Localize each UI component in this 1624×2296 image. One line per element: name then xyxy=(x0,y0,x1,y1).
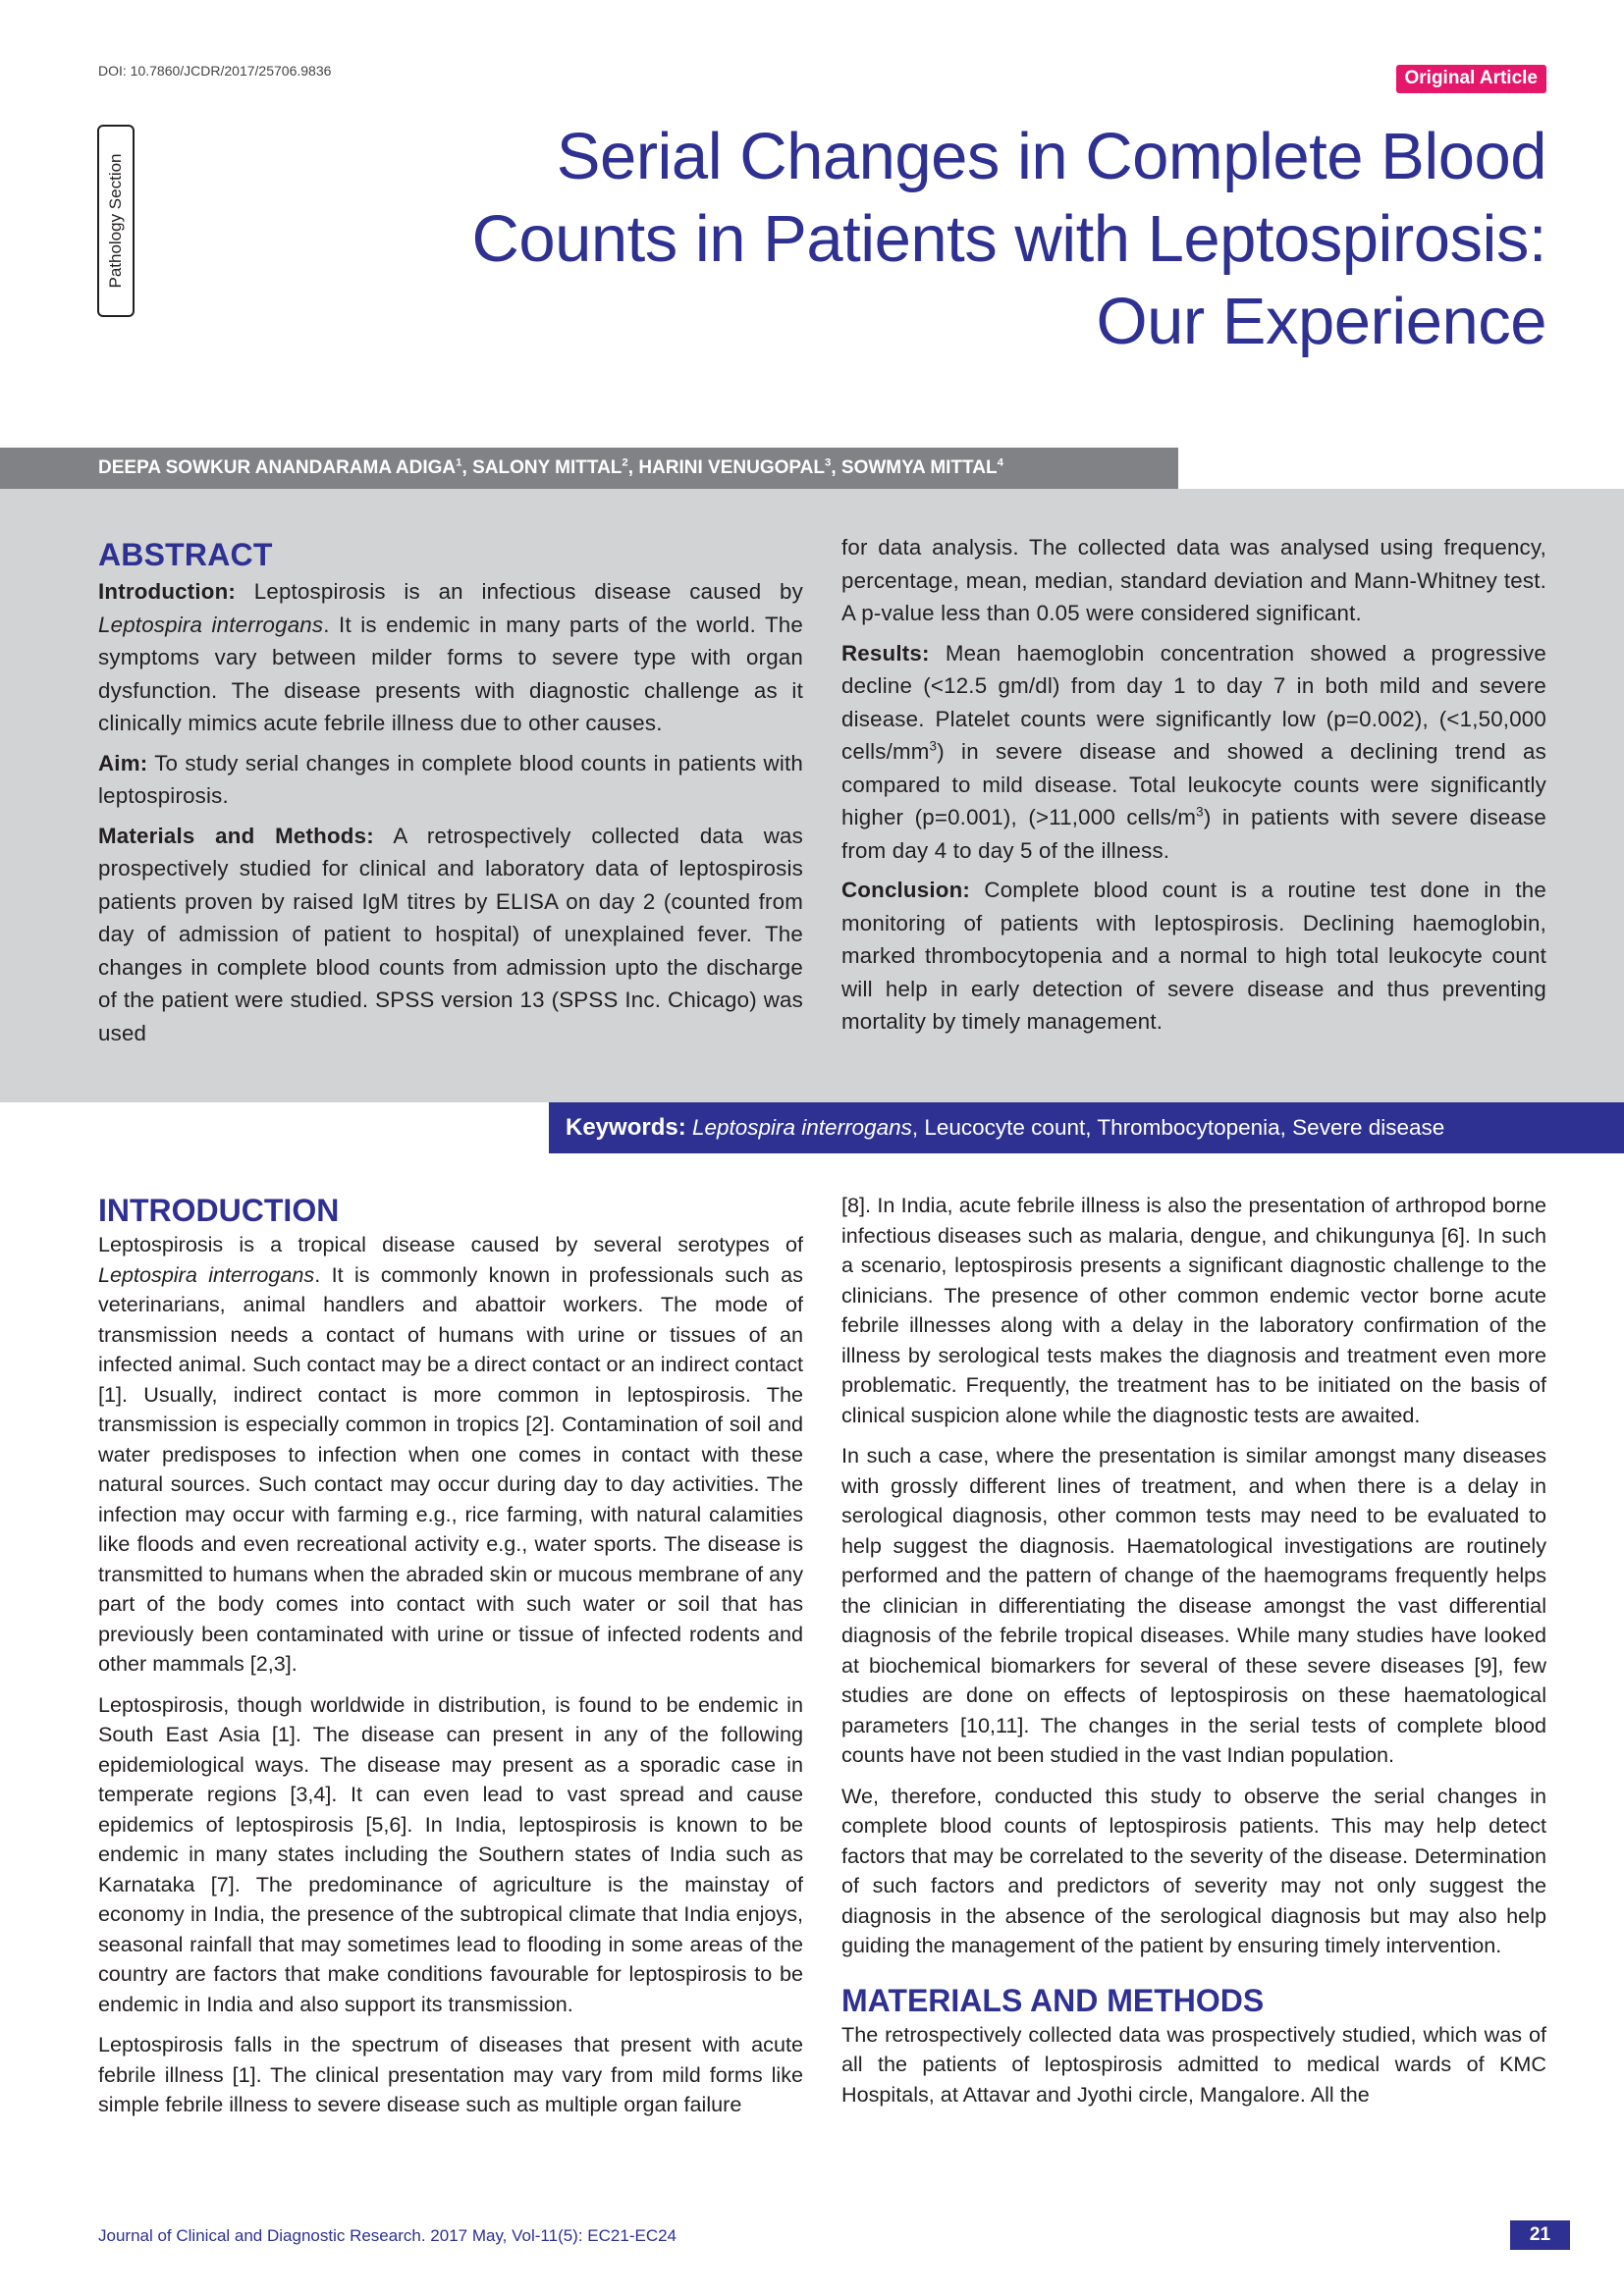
introduction-paragraph-3-cont: [8]. In India, acute febrile illness is also the presentation of arthropod borne infectious diseases such as malaria, dengue, and chikungunya [6]. In such a scenario, leptospirosis presents a significant diagnostic challenge to the clinicians. The presence of other common endemic vector borne acute febrile illnesses along with a delay in the laboratory confirmation of the illness by serological tests makes the diagnosis and treatment even more problematic. Frequently, the treatment has to be initiated on the basis of clinical suspicion alone while the diagnostic tests are awaited. xyxy=(841,1193,1546,1427)
abstract-conclusion-label: Conclusion: xyxy=(841,878,971,902)
abstract-results-label: Results: xyxy=(841,640,930,666)
body-left-column xyxy=(98,1191,803,2131)
author-name: SALONY MITTAL xyxy=(472,457,623,478)
introduction-paragraph-2: Leptospirosis, though worldwide in distribution, is found to be endemic in South East Asia [1]. The disease can present in any of the following epidemiological ways. The disease may present as a sporadic case in temperate regions [3,4]. It can even lead to vast spread and cause epidemics of leptospirosis [5,6]. In India, leptospirosis is known to be endemic in many states including the Southern states of India such as Karnataka [7]. The predominance of agriculture is the mainstay of economy in India, the presence of the subtropical climate that India enjoys, seasonal rainfall that may sometimes lead to flooding in some areas of the country are factors that make conditions favourable for leptospirosis to be endemic in India and also support its transmission. xyxy=(98,1691,803,2016)
authors-bar: DEEPA SOWKUR ANANDARAMA ADIGA$^1$, SALONY MITTAL$^2$, HARINI VENUGOPAL$^3$, SOWMYA MITTAL$^4$ xyxy=(0,448,1178,489)
abstract-heading: ABSTRACT xyxy=(98,537,273,572)
abstract-aim xyxy=(98,747,803,813)
abstract-left-column xyxy=(98,531,803,1056)
abstract-introduction-label: Introduction: xyxy=(98,579,237,604)
abstract-aim-text: To study serial changes in complete blood counts in patients with leptospirosis. xyxy=(98,750,803,808)
abstract-aim-label: Aim: xyxy=(98,750,148,775)
author-name: SOWMYA MITTAL xyxy=(840,457,998,478)
introduction-paragraph-3: Leptospirosis falls in the spectrum of diseases that present with acute febrile illness [1]. The clinical presentation may vary from mild forms like simple febrile illness to severe disease such as multiple organ failure xyxy=(98,2032,803,2116)
journal-citation: Journal of Clinical and Diagnostic Research. 2017 May, Vol-11(5): EC21-EC24 xyxy=(98,2226,677,2245)
keywords-label: Keywords: xyxy=(566,1114,686,1141)
keyword-organism: Leptospira interrogans xyxy=(691,1115,912,1140)
superscript: 3 xyxy=(929,738,938,754)
paragraph-text: Leptospirosis is a tropical disease caused by several serotypes of xyxy=(98,1232,803,1256)
abstract-introduction-text: Leptospirosis is an infectious disease caused by xyxy=(253,579,803,604)
page-number: 21 xyxy=(1510,2220,1570,2250)
title-line-2: Counts in Patients with Leptospirosis: xyxy=(471,202,1546,276)
superscript: 3 xyxy=(1196,804,1204,820)
section-tab xyxy=(97,125,135,317)
body-right-column xyxy=(841,1191,1546,2120)
abstract-methods-text: A retrospectively collected data was prospectively studied for clinical and laboratory data of leptospirosis patients proven by raised IgM titres by ELISA on day 2 (counted from day of admission of patient to hospital) of unexplained fever. The changes in complete blood counts from admission upto the discharge of the patient were studied. SPSS version 13 (SPSS Inc. Chicago) was used xyxy=(98,823,803,1045)
abstract-methods xyxy=(98,820,803,1050)
abstract-results-text-end: ) in patients with severe disease from day 4 to day 5 of the illness. xyxy=(841,805,1546,863)
author-affiliation: 3 xyxy=(824,456,832,469)
author-name: HARINI VENUGOPAL xyxy=(638,457,825,478)
title-line-3: Our Experience xyxy=(1096,285,1546,358)
title-line-1: Serial Changes in Complete Blood xyxy=(556,120,1546,193)
author-name: DEEPA SOWKUR ANANDARAMA ADIGA xyxy=(98,457,457,478)
organism-name: Leptospira interrogans xyxy=(98,612,324,637)
introduction-paragraph-5: We, therefore, conducted this study to observe the serial changes in complete blood counts of leptospirosis patients. This may help detect factors that may be correlated to the severity of the disease. Determination of such factors and predictors of severity may not only suggest the diagnosis in the absence of the serological diagnosis but may also help guiding the management of the patient by ensuring timely intervention. xyxy=(841,1783,1546,1957)
author-affiliation: 2 xyxy=(622,456,628,469)
abstract-conclusion xyxy=(841,874,1546,1039)
article-title xyxy=(368,116,1546,363)
abstract-methods-label: Materials and Methods: xyxy=(98,823,374,848)
doi-text: DOI: 10.7860/JCDR/2017/25706.9836 xyxy=(98,63,332,79)
methods-heading: MATERIALS AND METHODS xyxy=(841,1982,1265,2018)
abstract-results xyxy=(841,637,1546,868)
abstract-results-text: Mean haemoglobin concentration showed a progressive decline (<12.5 gm/dl) from day 1 to day 7 in both mild and severe disease. Platelet counts were significantly low (p=0.002), (<1,50,000 cells/mm xyxy=(841,640,1546,764)
organism-name: Leptospira interrogans xyxy=(98,1261,315,1287)
author-affiliation: 1 xyxy=(456,456,462,469)
author-affiliation: 4 xyxy=(997,456,1003,469)
keywords-bar xyxy=(549,1102,1624,1153)
section-label: Pathology Section xyxy=(106,153,125,289)
abstract-results-text-cont: ) in severe disease and showed a declining trend as compared to mild disease. Total leukocyte counts were significantly higher (p=0.001), (>11,000 cells/m xyxy=(841,739,1546,829)
abstract-introduction-text-cont: . It is endemic in many parts of the world. The symptoms vary between milder forms to severe type with organ dysfunction. The disease presents with diagnostic challenge as it clinically mimics acute febrile illness due to other causes. xyxy=(98,612,803,735)
introduction-paragraph-1 xyxy=(98,1230,803,1680)
abstract-introduction xyxy=(98,575,803,740)
abstract-right-column xyxy=(841,531,1546,1045)
introduction-paragraph-4: In such a case, where the presentation is similar amongst many diseases with grossly different lines of treatment, and when there is a delay in serological diagnosis, other common tests may need to be evaluated to help suggest the diagnosis. Haematological investigations are routinely performed and the pattern of change of the haemograms frequently helps the clinician in differentiating the disease amongst the vast differential diagnosis of the febrile tropical diseases. While many studies have looked at biochemical biomarkers for several of these severe diseases [9], few studies are done on effects of leptospirosis on these haematological parameters [10,11]. The changes in the serial tests of complete blood counts have not been studied in the vast Indian population. xyxy=(841,1443,1546,1767)
abstract-conclusion-text: Complete blood count is a routine test done in the monitoring of patients with leptospirosis. Declining haemoglobin, marked thrombocytopenia and a normal to high total leukocyte count will help in early detection of severe disease and thus preventing mortality by timely management. xyxy=(841,878,1546,1034)
methods-paragraph-1: The retrospectively collected data was prospectively studied, which was of all the patients of leptospirosis admitted to medical wards of KMC Hospitals, at Attavar and Jyothi circle, Mangalore. All the xyxy=(841,2021,1546,2107)
abstract-methods-text-cont: for data analysis. The collected data was analysed using frequency, percentage, mean, median, standard deviation and Mann-Whitney test. A p-value less than 0.05 were considered significant. xyxy=(841,535,1546,625)
abstract-methods-cont xyxy=(841,531,1546,630)
introduction-heading: INTRODUCTION xyxy=(98,1193,340,1228)
article-type-badge: Original Article xyxy=(1396,65,1547,93)
keywords-list: , Leucocyte count, Thrombocytopenia, Severe disease xyxy=(911,1115,1445,1140)
paragraph-text: . It is commonly known in professionals such as veterinarians, animal handlers and abattoir workers. The mode of transmission needs a contact of humans with urine or tissues of an infected animal. Such contact may be a direct contact or an indirect contact [1]. Usually, indirect contact is more common in leptospirosis. The transmission is especially common in tropics [2]. Contamination of soil and water predisposes to infection when one comes in contact with these natural sources. Such contact may occur during day to day activities. The infection may occur with farming e.g., rice farming, with natural calamities like floods and even recreational activity e.g., water sports. The disease is transmitted to humans when the abraded skin or mucous membrane of any part of the body comes into contact with such water or soil that has previously been contaminated with urine or tissue of infected rodents and other mammals [2,3]. xyxy=(98,1261,803,1676)
